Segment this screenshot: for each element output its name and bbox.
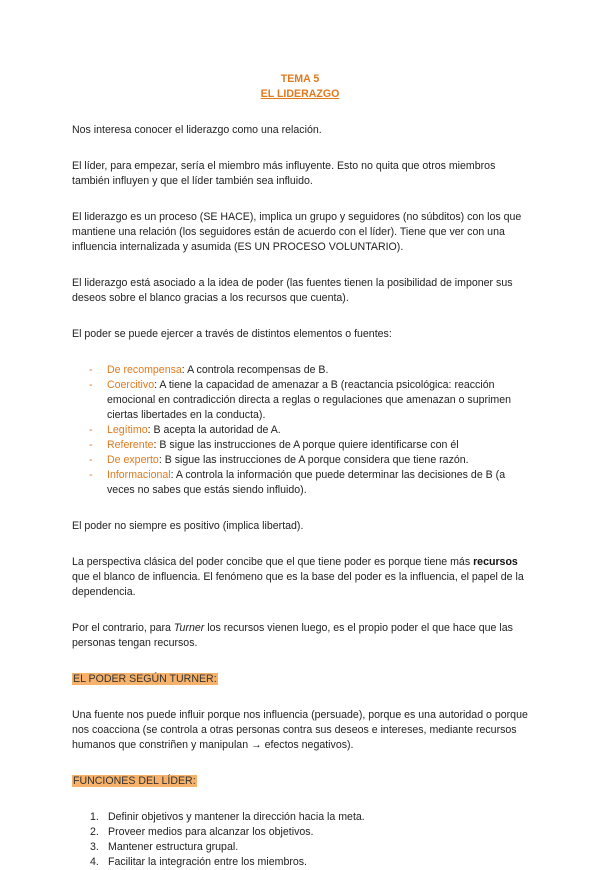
- dash-bullet: -: [89, 439, 93, 451]
- dash-bullet: -: [89, 364, 93, 376]
- paragraph-power: El liderazgo está asociado a la idea de poder (las fuentes tienen la posibilidad de imponer sus deseos sobre el blanco gracias a los recursos que cuenta).: [72, 277, 513, 304]
- source-term: De experto: [107, 454, 159, 466]
- paragraph-sources-intro: El poder se puede ejercer a través de distintos elementos o fuentes:: [72, 328, 392, 340]
- text-run: los recursos vienen luego, es el propio poder el que hace que las personas tengan recursos.: [72, 622, 513, 649]
- list-item: [89, 363, 528, 378]
- paragraph-classic-perspective: [72, 555, 528, 600]
- item-number: 3.: [90, 841, 99, 853]
- source-term: Referente: [107, 439, 154, 451]
- paragraph-leader: El líder, para empezar, sería el miembro más influyente. Esto no quita que otros miembros también influyen y que el líder también sea influido.: [72, 160, 496, 187]
- source-desc: : B acepta la autoridad de A.: [147, 424, 281, 436]
- topic-title: EL LIDERAZGO: [260, 88, 340, 100]
- item-text: Mantener estructura grupal.: [108, 841, 239, 853]
- leader-functions-list: [72, 810, 528, 870]
- heading-highlight: FUNCIONES DEL LÍDER:: [73, 775, 196, 787]
- list-item: [90, 855, 528, 870]
- source-desc: : B sigue las instrucciones de A porque considera que tiene razón.: [158, 454, 469, 466]
- paragraph-intro: Nos interesa conocer el liderazgo como una relación.: [72, 124, 322, 136]
- item-text: Facilitar la integración entre los miembros.: [108, 856, 308, 868]
- list-item: [90, 825, 528, 840]
- dash-bullet: -: [89, 424, 93, 436]
- list-item: [89, 453, 528, 468]
- source-term: De recompensa: [107, 364, 182, 376]
- item-number: 2.: [90, 826, 99, 838]
- paragraph-power-positive: El poder no siempre es positivo (implica libertad).: [72, 520, 304, 532]
- dash-bullet: -: [89, 379, 93, 391]
- section-heading-functions: [72, 774, 528, 789]
- text-run: que el blanco de influencia. El fenómeno que es la base del poder es la influencia, el papel de la dependencia.: [72, 571, 524, 598]
- item-number: 4.: [90, 856, 99, 868]
- source-desc: : A controla recompensas de B.: [181, 364, 329, 376]
- list-item: [89, 438, 528, 453]
- item-text: Proveer medios para alcanzar los objetivos.: [108, 826, 314, 838]
- item-text: Definir objetivos y mantener la dirección hacia la meta.: [108, 811, 365, 823]
- power-sources-list: [72, 363, 528, 498]
- document-title: [72, 72, 528, 102]
- list-item: [89, 468, 528, 498]
- section-heading-turner: [72, 672, 528, 687]
- paragraph-turner: [72, 621, 528, 651]
- bold-term: recursos: [473, 556, 518, 568]
- topic-number: TEMA 5: [280, 73, 320, 85]
- source-term: Informacional: [107, 469, 171, 481]
- paragraph-process: El liderazgo es un proceso (SE HACE), implica un grupo y seguidores (no súbditos) con los que mantiene una relación (los seguidores están de acuerdo con el líder). Tiene que ver con una influencia internalizada y asumida (ES UN PROCESO VOLUNTARIO).: [72, 211, 522, 253]
- source-term: Coercitivo: [107, 379, 155, 391]
- source-desc: : B sigue las instrucciones de A porque quiere identificarse con él: [153, 439, 459, 451]
- item-number: 1.: [90, 811, 99, 823]
- paragraph-influence: Una fuente nos puede influir porque nos influencia (persuade), porque es una autoridad o porque nos coacciona (se controla a otras personas contra sus deseos e intereses, mediante recursos humanos que constriñen y manipulan → efectos negativos).: [72, 709, 528, 751]
- list-item: [89, 378, 528, 423]
- italic-term: Turner: [173, 622, 205, 634]
- heading-highlight: EL PODER SEGÚN TURNER:: [73, 673, 217, 685]
- text-run: La perspectiva clásica del poder concibe que el que tiene poder es porque tiene más: [72, 556, 474, 568]
- list-item: [90, 810, 528, 825]
- source-desc: : A controla la información que puede determinar las decisiones de B (a veces no sabes que estás siendo influido).: [107, 469, 506, 496]
- dash-bullet: -: [89, 469, 93, 481]
- list-item: [89, 423, 528, 438]
- source-term: Legítimo: [107, 424, 148, 436]
- document-page: [72, 72, 528, 870]
- text-run: Por el contrario, para: [72, 622, 174, 634]
- dash-bullet: -: [89, 454, 93, 466]
- source-desc: : A tiene la capacidad de amenazar a B (reactancia psicológica: reacción emocional en contradicción directa a reglas o regulaciones que amenazan o suprimen ciertas libertades en la conducta).: [107, 379, 511, 421]
